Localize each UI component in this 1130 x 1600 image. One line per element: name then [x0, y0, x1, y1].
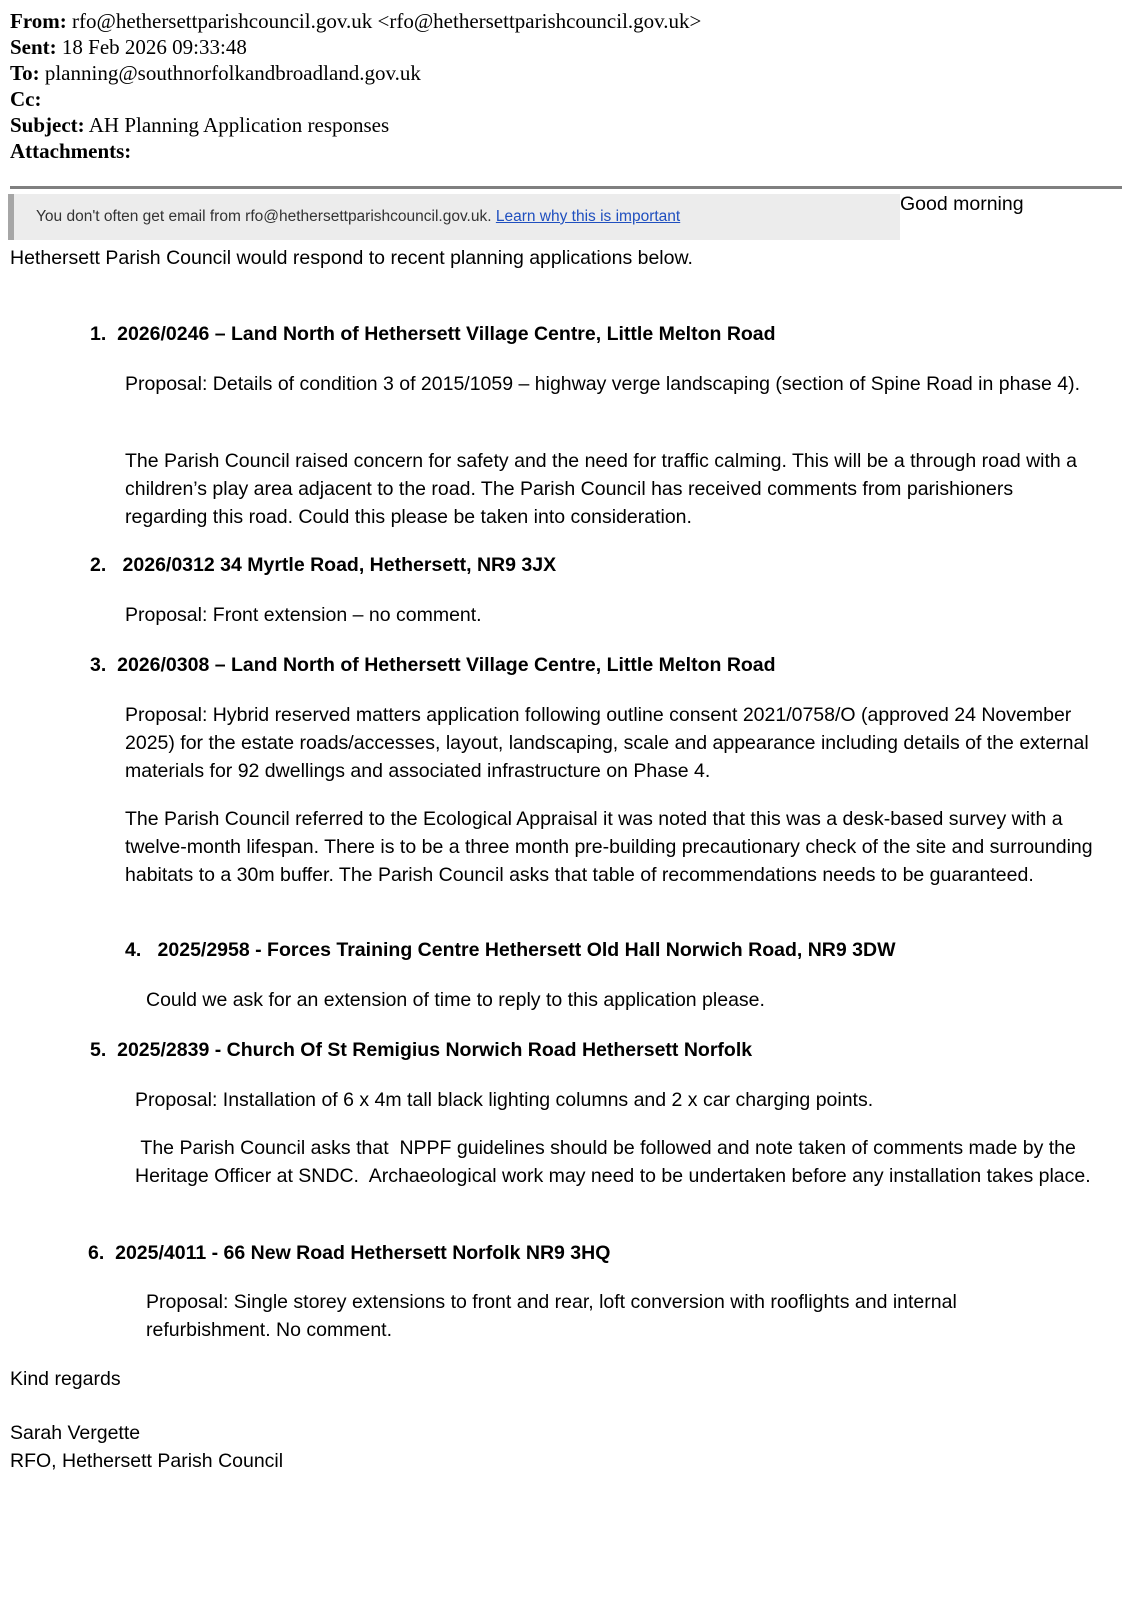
- learn-why-link[interactable]: Learn why this is important: [495, 208, 681, 225]
- item-1-comment: The Parish Council raised concern for safety and the need for traffic calming. This will be a through road with a children’s play area adjacent to the road. The Parish Council has received comments from parishioners regarding this road. Could this please be taken into consideration.: [125, 450, 1078, 528]
- item-6-heading: [88, 1239, 610, 1267]
- item-6-proposal: Proposal: Single storey extensions to front and rear, loft conversion with rooflights and internal refurbishment. No comment.: [146, 1291, 957, 1341]
- item-4-request: Could we ask for an extension of time to reply to this application please.: [146, 989, 765, 1011]
- item-2-number: 2.: [90, 554, 107, 576]
- item-4-number: 4.: [125, 939, 142, 961]
- item-5-comment: The Parish Council asks that NPPF guidelines should be followed and note taken of comments made by the Heritage Officer at SNDC. Archaeological work may need to be undertaken before any installation takes place.: [135, 1137, 1091, 1187]
- item-5-proposal: Proposal: Installation of 6 x 4m tall black lighting columns and 2 x car charging points.: [135, 1089, 874, 1111]
- cc-label: Cc:: [10, 87, 42, 111]
- signature-name: Sarah Vergette: [10, 1422, 141, 1444]
- header-divider: [10, 186, 1122, 189]
- item-3-heading: [90, 651, 776, 679]
- item-3-comment: The Parish Council referred to the Ecological Appraisal it was noted that this was a desk-based survey with a twelve-month lifespan. There is to be a three month pre-building precautionary check of the site and surrounding habitats to a 30m buffer. The Parish Council asks that table of recommendations needs to be guaranteed.: [125, 808, 1093, 886]
- attachments-line: [10, 138, 701, 164]
- item-5-heading: [90, 1036, 752, 1064]
- from-label: From:: [10, 9, 67, 33]
- item-4-title: 2025/2958 - Forces Training Centre Hethersett Old Hall Norwich Road, NR9 3DW: [157, 939, 896, 961]
- sent-value: 18 Feb 2026 09:33:48: [61, 35, 247, 59]
- to-line: [10, 60, 701, 86]
- item-2-title: 2026/0312 34 Myrtle Road, Hethersett, NR9 3JX: [122, 554, 557, 576]
- signature-role: RFO, Hethersett Parish Council: [10, 1450, 284, 1472]
- item-5-number: 5.: [90, 1039, 107, 1061]
- banner-text: You don't often get email from rfo@hethersettparishcouncil.gov.uk.: [36, 208, 492, 225]
- item-1-proposal: Proposal: Details of condition 3 of 2015/1059 – highway verge landscaping (section of Spine Road in phase 4).: [125, 373, 1081, 395]
- external-sender-banner: [8, 194, 900, 240]
- to-label: To:: [10, 61, 40, 85]
- from-value[interactable]: rfo@hethersettparishcouncil.gov.uk <rfo@hethersettparishcouncil.gov.uk>: [72, 9, 702, 33]
- from-line: [10, 8, 701, 34]
- item-6-title: 2025/4011 - 66 New Road Hethersett Norfolk NR9 3HQ: [115, 1242, 611, 1264]
- sent-line: [10, 34, 701, 60]
- attachments-label: Attachments:: [10, 139, 132, 163]
- intro-text: Hethersett Parish Council would respond to recent planning applications below.: [10, 247, 693, 269]
- item-1-number: 1.: [90, 323, 107, 345]
- item-2-proposal: Proposal: Front extension – no comment.: [125, 604, 482, 626]
- item-5-title: 2025/2839 - Church Of St Remigius Norwich Road Hethersett Norfolk: [117, 1039, 753, 1061]
- item-3-proposal: Proposal: Hybrid reserved matters application following outline consent 2021/0758/O (approved 24 November 2025) for the estate roads/accesses, layout, landscaping, scale and appearance including details of the external materials for 92 dwellings and associated infrastructure on Phase 4.: [125, 704, 1089, 782]
- item-3-title: 2026/0308 – Land North of Hethersett Village Centre, Little Melton Road: [117, 654, 776, 676]
- item-4-heading: [125, 936, 895, 964]
- email-header: [10, 8, 701, 164]
- to-value[interactable]: planning@southnorfolkandbroadland.gov.uk: [44, 61, 421, 85]
- greeting: Good morning: [900, 193, 1024, 215]
- subject-value: AH Planning Application responses: [88, 113, 390, 137]
- sent-label: Sent:: [10, 35, 57, 59]
- item-2-heading: [90, 551, 556, 579]
- cc-line: [10, 86, 701, 112]
- closing: Kind regards: [10, 1368, 121, 1390]
- item-1-title: 2026/0246 – Land North of Hethersett Village Centre, Little Melton Road: [117, 323, 776, 345]
- item-6-number: 6.: [88, 1242, 105, 1264]
- item-1-heading: [90, 320, 776, 348]
- subject-line: [10, 112, 701, 138]
- item-3-number: 3.: [90, 654, 107, 676]
- subject-label: Subject:: [10, 113, 85, 137]
